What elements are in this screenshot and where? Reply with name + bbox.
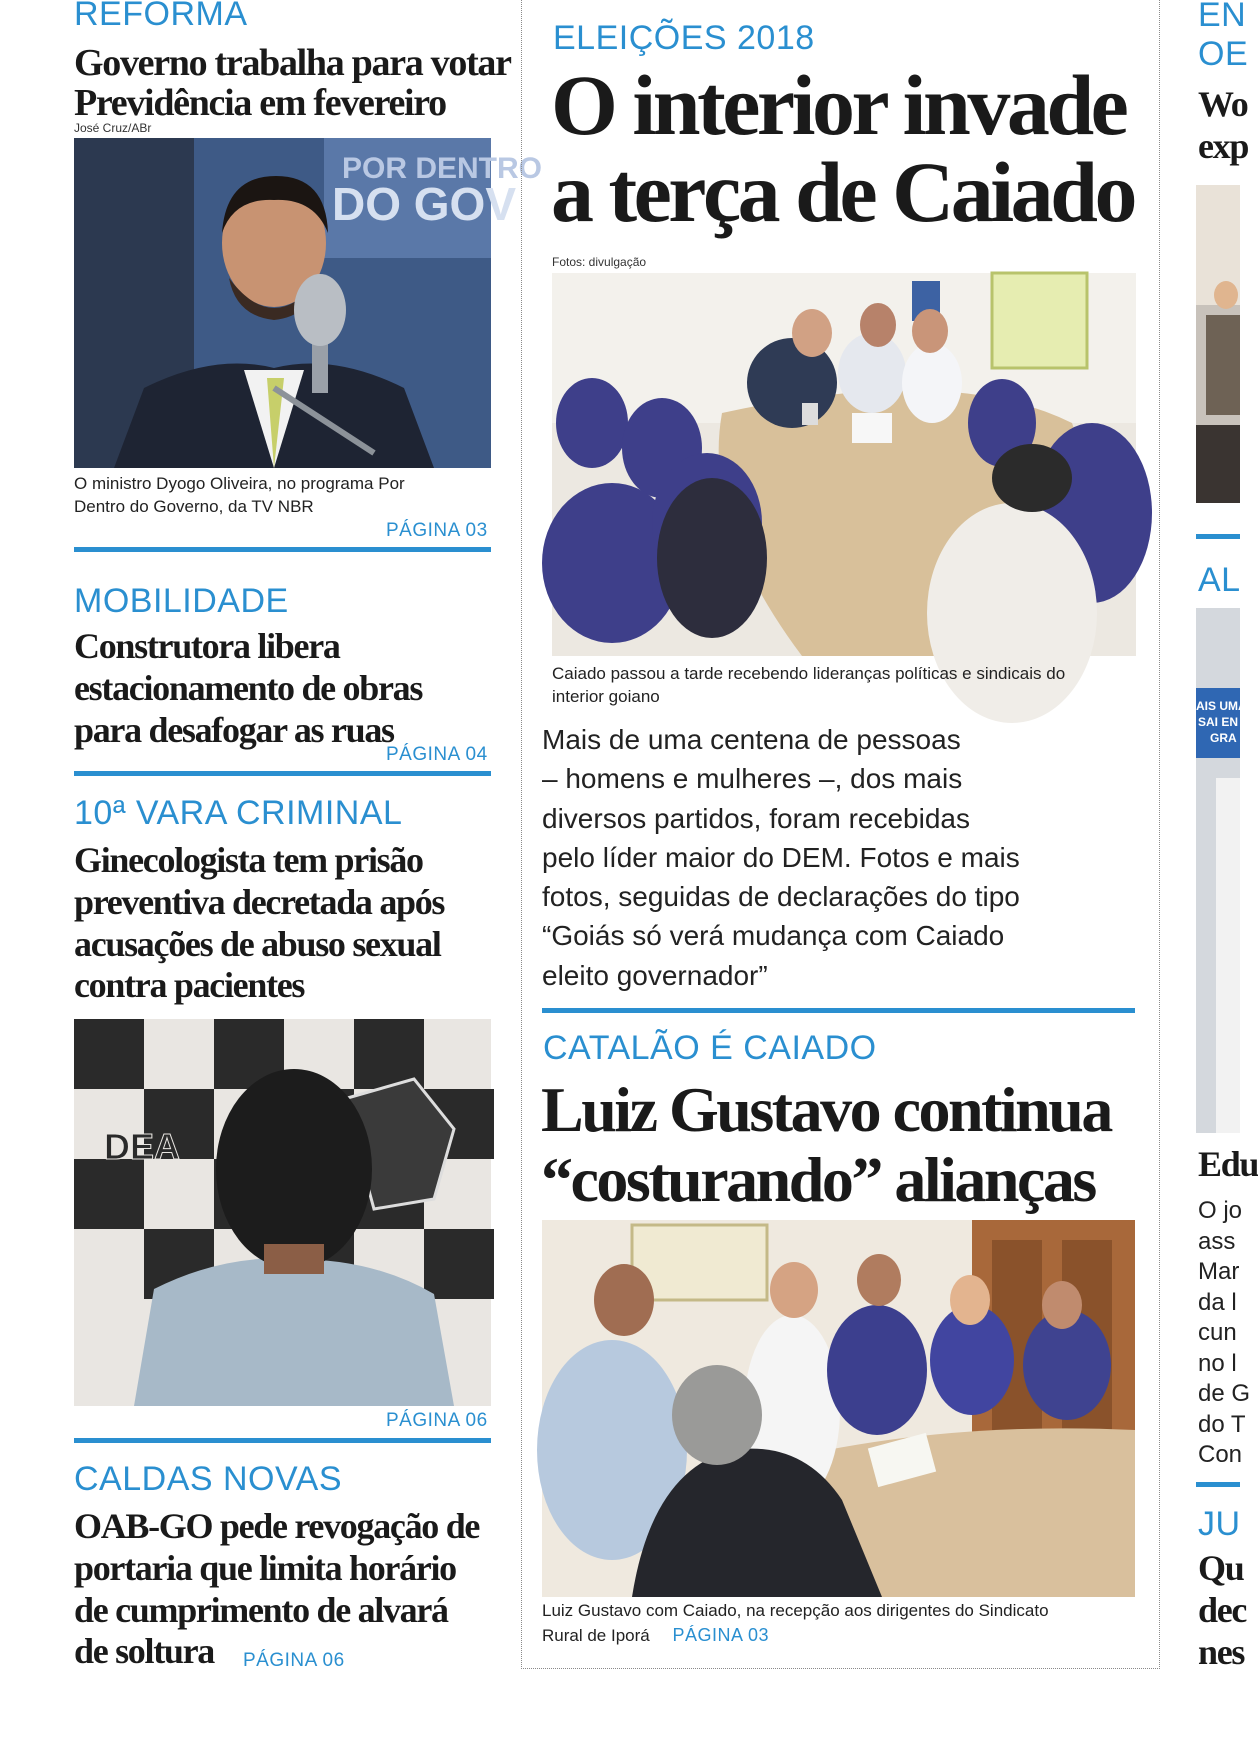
eleicoes-caption-line1: Caiado passou a tarde recebendo lideranças políticas e sindicais do (552, 664, 1066, 683)
eleicoes-body-line7: eleito governador” (542, 959, 768, 991)
catalao-kicker: CATALÃO É CAIADO (543, 1029, 877, 1067)
right-photo-2-banner-text-2: SAI EN (1198, 715, 1239, 729)
reforma-photo-banner-text-2: DO GOV (332, 178, 517, 230)
right-body-line: Con (1198, 1441, 1243, 1468)
vara-headline-line2: preventiva decretada após (74, 881, 445, 922)
right-column (1196, 0, 1258, 1754)
mobilidade-page-link[interactable]: PÁGINA 04 (386, 744, 488, 765)
catalao-caption-line1: Luiz Gustavo com Caiado, na recepção aos dirigentes do Sindicato (542, 1601, 1049, 1620)
caldas-headline-line2: portaria que limita horário (74, 1547, 456, 1588)
eleicoes-caption (552, 663, 1136, 709)
eleicoes-body-line5: fotos, seguidas de declarações do tipo (542, 881, 1020, 913)
right-headline-1-line2: exp (1198, 125, 1249, 166)
catalao-page-link[interactable]: PÁGINA 03 (672, 1624, 770, 1645)
eleicoes-body-line1: Mais de uma centena de pessoas (542, 724, 961, 755)
mobilidade-headline[interactable] (74, 626, 422, 751)
right-photo-2[interactable] (1196, 608, 1247, 1133)
right-kicker-1-line1: EN (1198, 0, 1247, 34)
right-kicker-1 (1198, 0, 1248, 75)
right-body-line: cun (1198, 1319, 1237, 1346)
right-photo-2-banner-text-1: AIS UMA (1196, 699, 1247, 713)
mobilidade-headline-line3: para desafogar as ruas (74, 709, 394, 750)
eleicoes-divider (542, 1008, 1135, 1013)
mobilidade-divider (74, 771, 491, 776)
reforma-headline-line1: Governo trabalha para votar (74, 42, 511, 84)
catalao-caption-line2: Rural de Iporá (542, 1625, 650, 1645)
reforma-photo[interactable] (74, 138, 543, 468)
caldas-headline-line3: de cumprimento de alvará (74, 1589, 448, 1630)
eleicoes-body-line4: pelo líder maior do DEM. Fotos e mais (542, 841, 1020, 873)
reforma-headline[interactable] (74, 44, 511, 123)
right-body-line: no l (1198, 1349, 1237, 1377)
vara-photo-sign-text: DEA (104, 1126, 181, 1167)
catalao-photo[interactable] (542, 1220, 1135, 1597)
right-body-line: do T (1198, 1410, 1246, 1438)
reforma-divider (74, 547, 491, 552)
eleicoes-headline-line1: O interior invade (551, 57, 1126, 153)
eleicoes-headline[interactable] (551, 57, 1134, 240)
eleicoes-headline-line2: a terça de Caiado (551, 143, 1134, 240)
caldas-headline-line4: de soltura (74, 1631, 215, 1672)
right-headline-3-line3: nes (1198, 1631, 1245, 1672)
eleicoes-body-line3: diversos partidos, foram recebidas (542, 802, 970, 834)
vara-headline-line3: acusações de abuso sexual (74, 923, 441, 964)
right-headline-3-line2: dec (1198, 1589, 1247, 1630)
right-photo-2-banner-text-3: GRA (1210, 731, 1237, 745)
right-body-line: Mar (1198, 1258, 1240, 1285)
right-headline-1[interactable] (1198, 84, 1248, 168)
catalao-caption-line2-row (542, 1623, 1135, 1648)
right-body-text (1198, 1196, 1250, 1471)
right-kicker-3: JU (1198, 1505, 1241, 1543)
reforma-page-link[interactable]: PÁGINA 03 (386, 520, 488, 541)
vara-kicker: 10ª VARA CRIMINAL (74, 794, 403, 832)
vara-headline[interactable] (74, 840, 444, 1007)
vara-page-link[interactable]: PÁGINA 06 (386, 1410, 488, 1431)
right-body-line: da l (1198, 1288, 1237, 1316)
right-divider-2 (1196, 1482, 1240, 1487)
reforma-kicker: REFORMA (74, 0, 248, 33)
right-divider-1 (1196, 534, 1240, 539)
catalao-headline-line1: Luiz Gustavo continua (541, 1074, 1111, 1145)
mobilidade-headline-line1: Construtora libera (74, 626, 340, 666)
reforma-caption-line1: O ministro Dyogo Oliveira, no programa Por (74, 474, 405, 493)
right-photo-1[interactable] (1196, 185, 1240, 503)
right-headline-3[interactable] (1198, 1548, 1246, 1673)
right-headline-3-line1: Qu (1198, 1548, 1244, 1588)
mobilidade-headline-line2: estacionamento de obras (74, 667, 423, 708)
catalao-headline[interactable] (541, 1075, 1111, 1216)
catalao-headline-line2: “costurando” alianças (541, 1144, 1095, 1216)
caldas-page-link[interactable]: PÁGINA 06 (243, 1650, 345, 1671)
eleicoes-photo[interactable] (552, 273, 1136, 656)
eleicoes-body-line2: – homens e mulheres –, dos mais (542, 763, 963, 795)
caldas-headline-line1: OAB-GO pede revogação de (74, 1506, 480, 1546)
right-headline-2[interactable]: Edu (1198, 1144, 1258, 1184)
eleicoes-body-line6: “Goiás só verá mudança com Caiado (542, 920, 1005, 952)
right-headline-1-line1: Wo (1198, 84, 1248, 124)
vara-photo[interactable] (74, 1019, 491, 1406)
reforma-caption (74, 473, 484, 519)
reforma-caption-line2: Dentro do Governo, da TV NBR (74, 496, 314, 516)
eleicoes-kicker: ELEIÇÕES 2018 (553, 19, 815, 57)
right-body-line: O jo (1198, 1197, 1243, 1224)
eleicoes-caption-line2: interior goiano (552, 686, 660, 706)
eleicoes-body (542, 720, 1142, 995)
vara-divider (74, 1438, 491, 1443)
reforma-photo-credit: José Cruz/ABr (74, 121, 152, 135)
right-body-line: ass (1198, 1227, 1236, 1255)
caldas-headline[interactable] (74, 1506, 479, 1673)
caldas-kicker: CALDAS NOVAS (74, 1460, 343, 1498)
mobilidade-kicker: MOBILIDADE (74, 582, 289, 620)
vara-headline-line4: contra pacientes (74, 965, 305, 1006)
right-body-line: de G (1198, 1380, 1251, 1407)
catalao-caption (542, 1600, 1135, 1648)
reforma-photo-banner-text-1: POR DENTRO (342, 152, 543, 185)
right-kicker-2: AL (1198, 561, 1241, 599)
reforma-headline-line2: Previdência em fevereiro (74, 81, 446, 124)
vara-headline-line1: Ginecologista tem prisão (74, 840, 423, 880)
right-kicker-1-line2: OE (1198, 35, 1249, 74)
eleicoes-photo-credit: Fotos: divulgação (552, 255, 647, 269)
